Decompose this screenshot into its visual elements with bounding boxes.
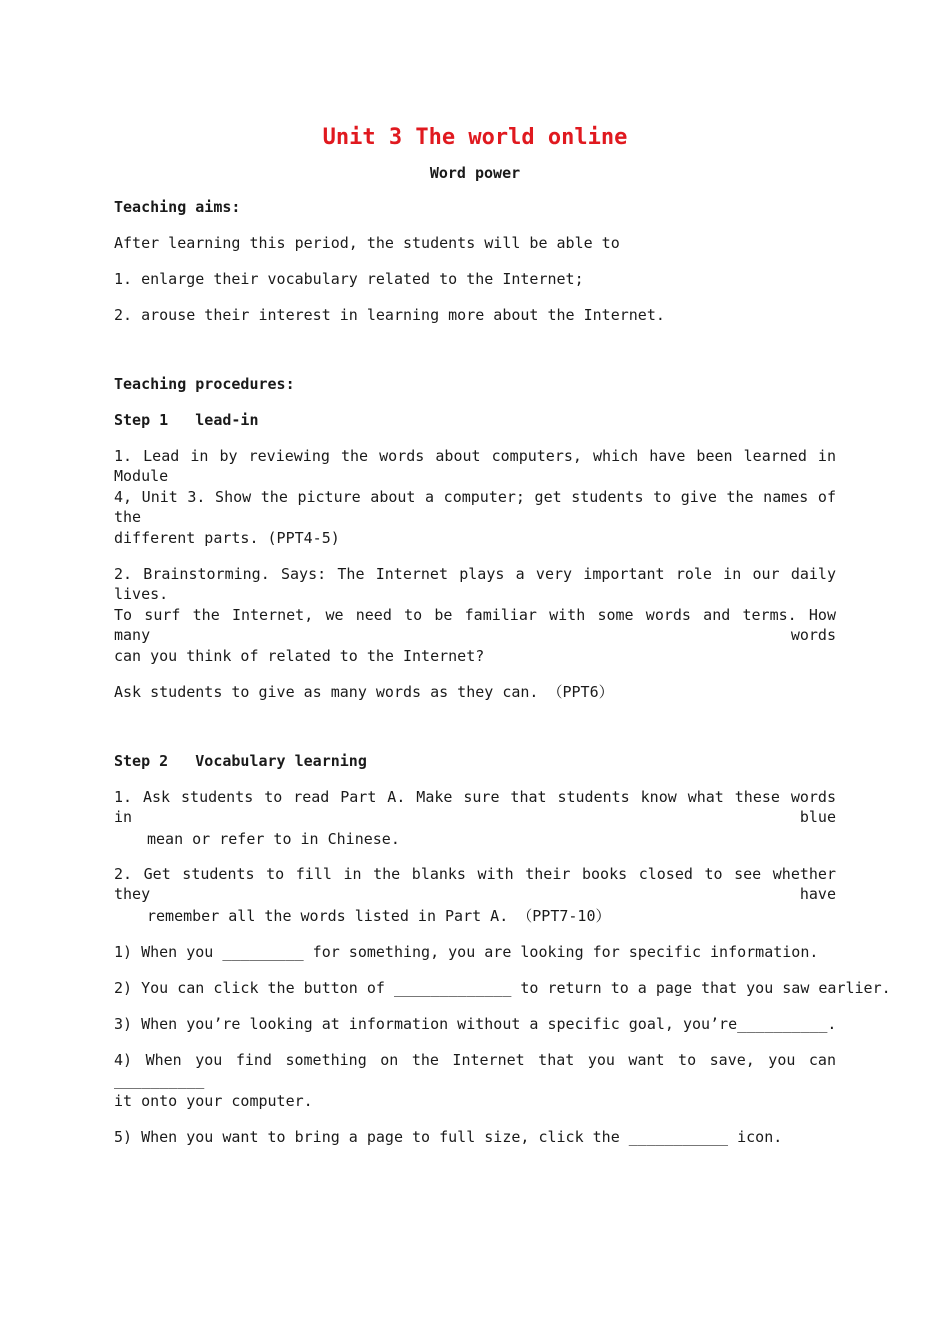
step2-line: 2. Get students to fill in the blanks with their books closed to see whether they have [114,865,836,903]
exercise-line: 1) When you _________ for something, you are looking for specific information. [114,943,819,961]
exercise-line: 3) When you’re looking at information without a specific goal, you’re__________. [114,1015,837,1033]
step1-line: 2. Brainstorming. Says: The Internet plays a very important role in our daily lives. [114,565,836,603]
step2-heading: Step 2 Vocabulary learning [114,752,367,770]
document-subtitle: Word power [429,164,521,182]
step2-line: mean or refer to in Chinese. [147,830,400,848]
step1-line: 4, Unit 3. Show the picture about a computer; get students to give the names of the [114,488,836,526]
teaching-aim-item: 1. enlarge their vocabulary related to the Internet; [114,270,584,288]
document-title: Unit 3 The world online [322,125,628,150]
teaching-aims-intro: After learning this period, the students will be able to [114,234,620,252]
exercise-line: 2) You can click the button of _____________ to return to a page that you saw earlier. [114,979,891,997]
teaching-aim-item: 2. arouse their interest in learning more about the Internet. [114,306,665,324]
exercise-line: 5) When you want to bring a page to full size, click the ___________ icon. [114,1128,783,1146]
step1-line: 1. Lead in by reviewing the words about computers, which have been learned in Module [114,447,836,485]
step2-line: remember all the words listed in Part A. （PPT7-10） [147,907,611,925]
exercise-line: 4) When you find something on the Internet that you want to save, you can __________ [114,1051,836,1089]
teaching-procedures-heading: Teaching procedures: [114,375,295,393]
step1-line: To surf the Internet, we need to be familiar with some words and terms. How many words [114,606,836,644]
step1-line: Ask students to give as many words as they can. （PPT6） [114,683,614,701]
step1-line: can you think of related to the Internet? [114,647,485,665]
teaching-aims-heading: Teaching aims: [114,198,241,216]
step2-line: 1. Ask students to read Part A. Make sure that students know what these words in blue [114,788,836,826]
step1-heading: Step 1 lead-in [114,411,259,429]
step1-line: different parts. (PPT4-5) [114,529,340,547]
exercise-line: it onto your computer. [114,1092,313,1110]
